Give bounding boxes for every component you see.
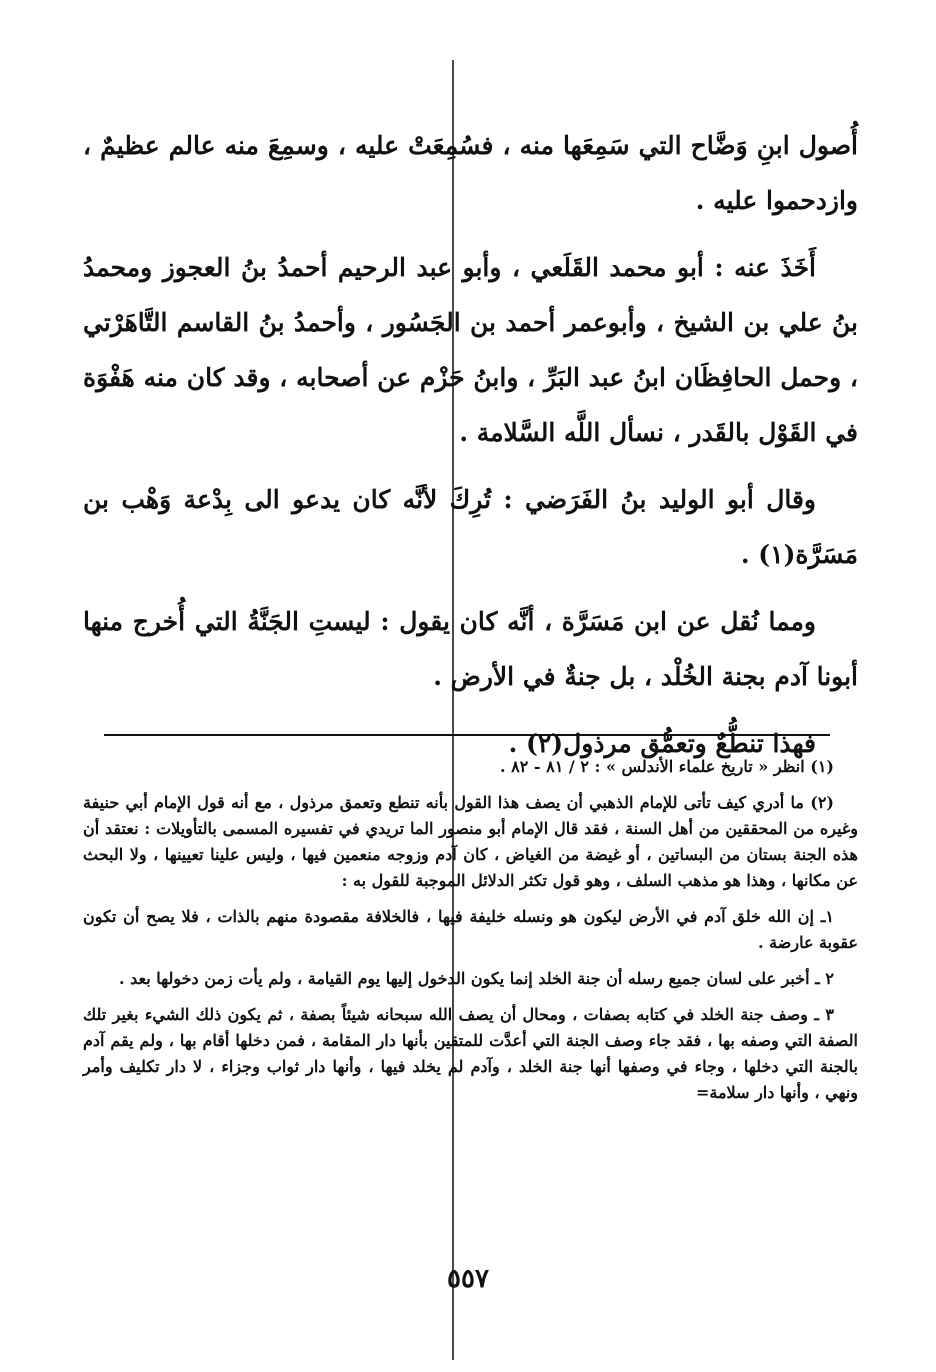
footnotes-block: [83, 754, 858, 1106]
footnote-separator: [104, 734, 830, 736]
footnote-2-point-3: ٣ ـ وصف جنة الخلد في كتابه بصفات ، ومحال أن يصف الله سبحانه شيئاً بصفة ، ثم يكون ذلك الشيء بغير تلك الصفة التي وصفه بها ، فقد جاء وصف الجنة التي أعدَّت للمتقين بأنها دار المقامة ، فمن دخلها أقام بها ، ولم يقم آدم بالجنة التي دخلها ، وجاء في وصفها أنها جنة الخلد ، وآدم لم يخلد فيها ، وأنها دار ثواب وجزاء ، لا دار تكليف وأمر ونهي ، وأنها دار سلامة=: [83, 1005, 858, 1102]
paragraph-2: أَخَذَ عنه : أبو محمد القَلَعي ، وأبو عبد الرحيم أحمدُ بنُ العجوز ومحمدُ بنُ علي بن الشيخ ، وأبوعمر أحمد بن الجَسُور ، وأحمدُ بنُ القاسم التَّاهَرْتي ، وحمل الحافِظَان ابنُ عبد البَرِّ ، وابنُ حَزْم عن أصحابه ، وقد كان منه هَفْوَة في القَوْل بالقَدر ، نسأل اللَّه السَّلامة .: [83, 253, 858, 447]
footnote-2-point-2: ٢ ـ أخبر على لسان جميع رسله أن جنة الخلد إنما يكون الدخول إليها يوم القيامة ، ولم يأت زمن دخولها بعد .: [118, 969, 834, 988]
paragraph-1: أُصول ابنِ وَضَّاح التي سَمِعَها منه ، فسُمِعَتْ عليه ، وسمِعَ منه عالم عظيمٌ ، وازدحموا عليه .: [83, 131, 858, 215]
paragraph-3: وقال أبو الوليد بنُ الفَرَضي : تُرِكَ لأنَّه كان يدعو الى بِدْعة وَهْب بن مَسَرَّة(١) .: [83, 485, 858, 569]
paragraph-4: ومما نُقل عن ابن مَسَرَّة ، أنَّه كان يقول : ليستِ الجَنَّةُ التي أُخرج منها أبونا آدم بجنة الخُلْد ، بل جنةٌ في الأرض .: [83, 607, 858, 691]
page-number: ٥٥٧: [447, 1264, 489, 1294]
paragraph-5: فهذا تنطُّعٌ وتعمُّق مرذول(٢) .: [508, 729, 816, 758]
footnote-2: (٢) ما أدري كيف تأتى للإمام الذهبي أن يصف هذا القول بأنه تنطع وتعمق مرذول ، مع أنه قول الإمام أبي حنيفة وغيره من المحققين من أهل السنة ، فقد قال الإمام أبو منصور الما تريدي في تفسيره المسمى بالتأويلات : نعتقد أن هذه الجنة بستان من البساتين ، أو غيضة من الغياض ، كان آدم وزوجه منعمين فيها ، وليس علينا تعيينها ، ولا البحث عن مكانها ، وهذا هو مذهب السلف ، وهو قول تكثر الدلائل الموجبة للقول به :: [83, 793, 858, 890]
main-text-block: [83, 118, 858, 771]
footnote-1: (١) انظر « تاريخ علماء الأندلس » : ٢ / ٨١ - ٨٢ .: [500, 757, 834, 776]
footnote-2-point-1: ١ـ إن الله خلق آدم في الأرض ليكون هو ونسله خليفة فيها ، فالخلافة مقصودة منهم بالذات ، فلا يصح أن تكون عقوبة عارضة .: [83, 907, 858, 952]
